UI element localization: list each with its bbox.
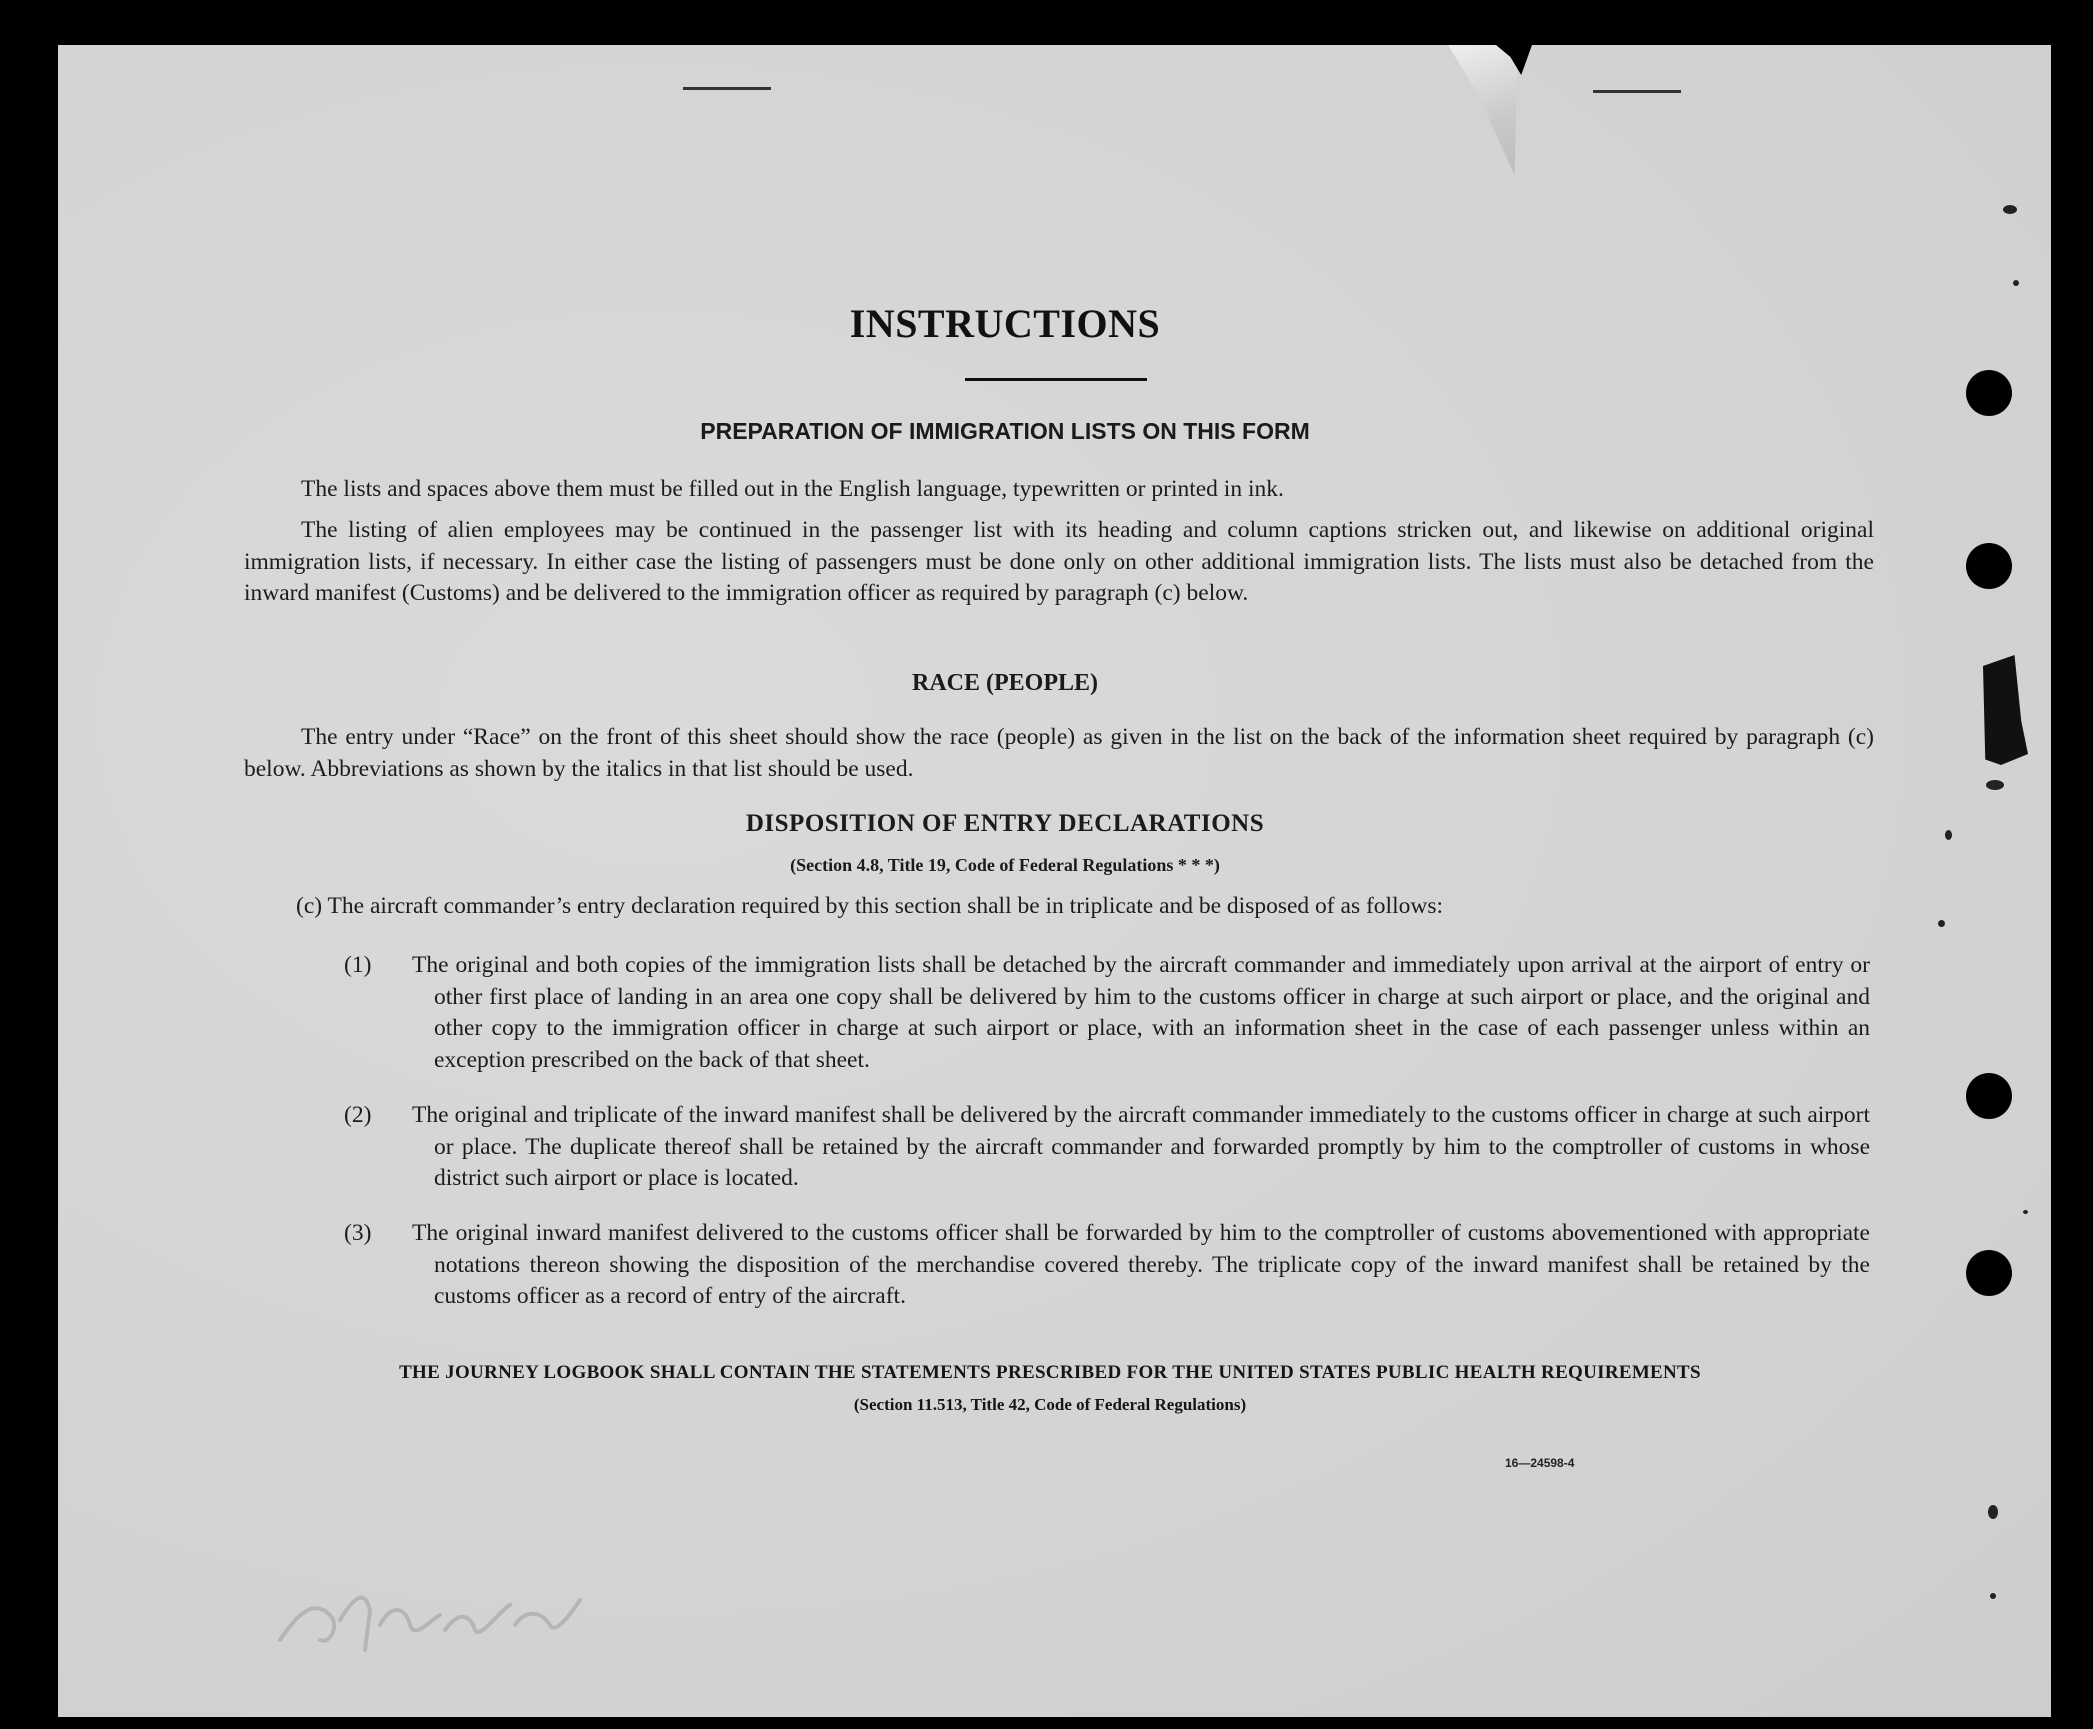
page-title: INSTRUCTIONS bbox=[849, 301, 1161, 346]
title-underline bbox=[965, 378, 1147, 381]
item-number: (3) bbox=[344, 1220, 372, 1246]
binder-hole-3 bbox=[1966, 1073, 2012, 1119]
item-3-text bbox=[390, 1218, 1870, 1313]
top-mark-right bbox=[1593, 90, 1681, 93]
section-title-disposition: DISPOSITION OF ENTRY DECLARATIONS bbox=[745, 810, 1265, 837]
section-title-preparation: PREPARATION OF IMMIGRATION LISTS ON THIS FORM bbox=[700, 418, 1310, 444]
disposition-citation: (Section 4.8, Title 19, Code of Federal Regulations * * *) bbox=[790, 855, 1220, 875]
item-1-body: The original and both copies of the immigration lists shall be detached by the aircraft commander and immediately upon arrival at the airport of entry or other first place of landing in an area one copy shall be delivered by him to the customs officer in charge at such airport or place, and the original and other copy to the immigration officer in charge at such airport or place, with an information sheet in the case of each passenger unless within an exception prescribed on the back of that sheet. bbox=[412, 952, 1870, 1073]
mark-spot bbox=[2013, 280, 2019, 286]
mark-spot bbox=[1990, 1593, 1996, 1599]
mark-spot bbox=[2023, 1210, 2028, 1214]
public-health-citation: (Section 11.513, Title 42, Code of Federal Regulations) bbox=[853, 1395, 1247, 1414]
mark-spot bbox=[1938, 920, 1945, 927]
form-page bbox=[58, 45, 2051, 1717]
top-mark-left bbox=[683, 87, 771, 90]
binder-hole-2 bbox=[1966, 543, 2012, 589]
item-2-text bbox=[390, 1100, 1870, 1195]
item-1-text bbox=[390, 950, 1870, 1076]
item-2-body: The original and triplicate of the inward manifest shall be delivered by the aircraft commander immediately to the customs officer in charge at such airport or place. The duplicate thereof shall be retained by the aircraft commander and forwarded promptly by him to the comptroller of customs in whose district such airport or place is located. bbox=[412, 1102, 1870, 1191]
mark-spot bbox=[1988, 1505, 1998, 1519]
preparation-paragraph-2: The listing of alien employees may be continued in the passenger list with its heading and column captions stricken out, and likewise on additional original immigration lists, if necessary. In either case the listing of passengers must be done only on other additional immigration lists. The lists must also be detached from the inward manifest (Customs) and be delivered to the immigration officer as required by paragraph (c) below. bbox=[244, 517, 1874, 606]
disposition-intro: (c) The aircraft commander’s entry declaration required by this section shall be in triplicate and be disposed of as follows: bbox=[296, 893, 1443, 919]
public-health-notice: THE JOURNEY LOGBOOK SHALL CONTAIN THE STATEMENTS PRESCRIBED FOR THE UNITED STATES PUBLIC HEALTH REQUIREMENTS bbox=[399, 1362, 1701, 1383]
race-paragraph: The entry under “Race” on the front of this sheet should show the race (people) as given in the list on the back of the information sheet required by paragraph (c) below. Abbreviations as shown by the italics in that list should be used. bbox=[244, 724, 1874, 782]
form-number: 16—24598‑4 bbox=[1505, 1456, 1575, 1470]
item-number: (2) bbox=[344, 1102, 372, 1128]
mark-spot bbox=[1986, 780, 2004, 790]
section-title-race: RACE (PEOPLE) bbox=[912, 670, 1098, 696]
binder-hole-1 bbox=[1966, 370, 2012, 416]
signature-image bbox=[270, 1580, 590, 1660]
binder-hole-4 bbox=[1966, 1250, 2012, 1296]
folded-corner bbox=[1448, 45, 1518, 175]
mark-spot bbox=[2003, 205, 2017, 214]
item-number: (1) bbox=[344, 952, 372, 978]
preparation-paragraph-1: The lists and spaces above them must be filled out in the English language, typewritten or printed in ink. bbox=[301, 476, 1284, 502]
item-3-body: The original inward manifest delivered to the customs officer shall be forwarded by him to the comptroller of customs abovementioned with appropriate notations thereon showing the disposition of the merchandise covered thereby. The triplicate copy of the inward manifest shall be retained by the customs officer as a record of entry of the aircraft. bbox=[412, 1220, 1870, 1309]
